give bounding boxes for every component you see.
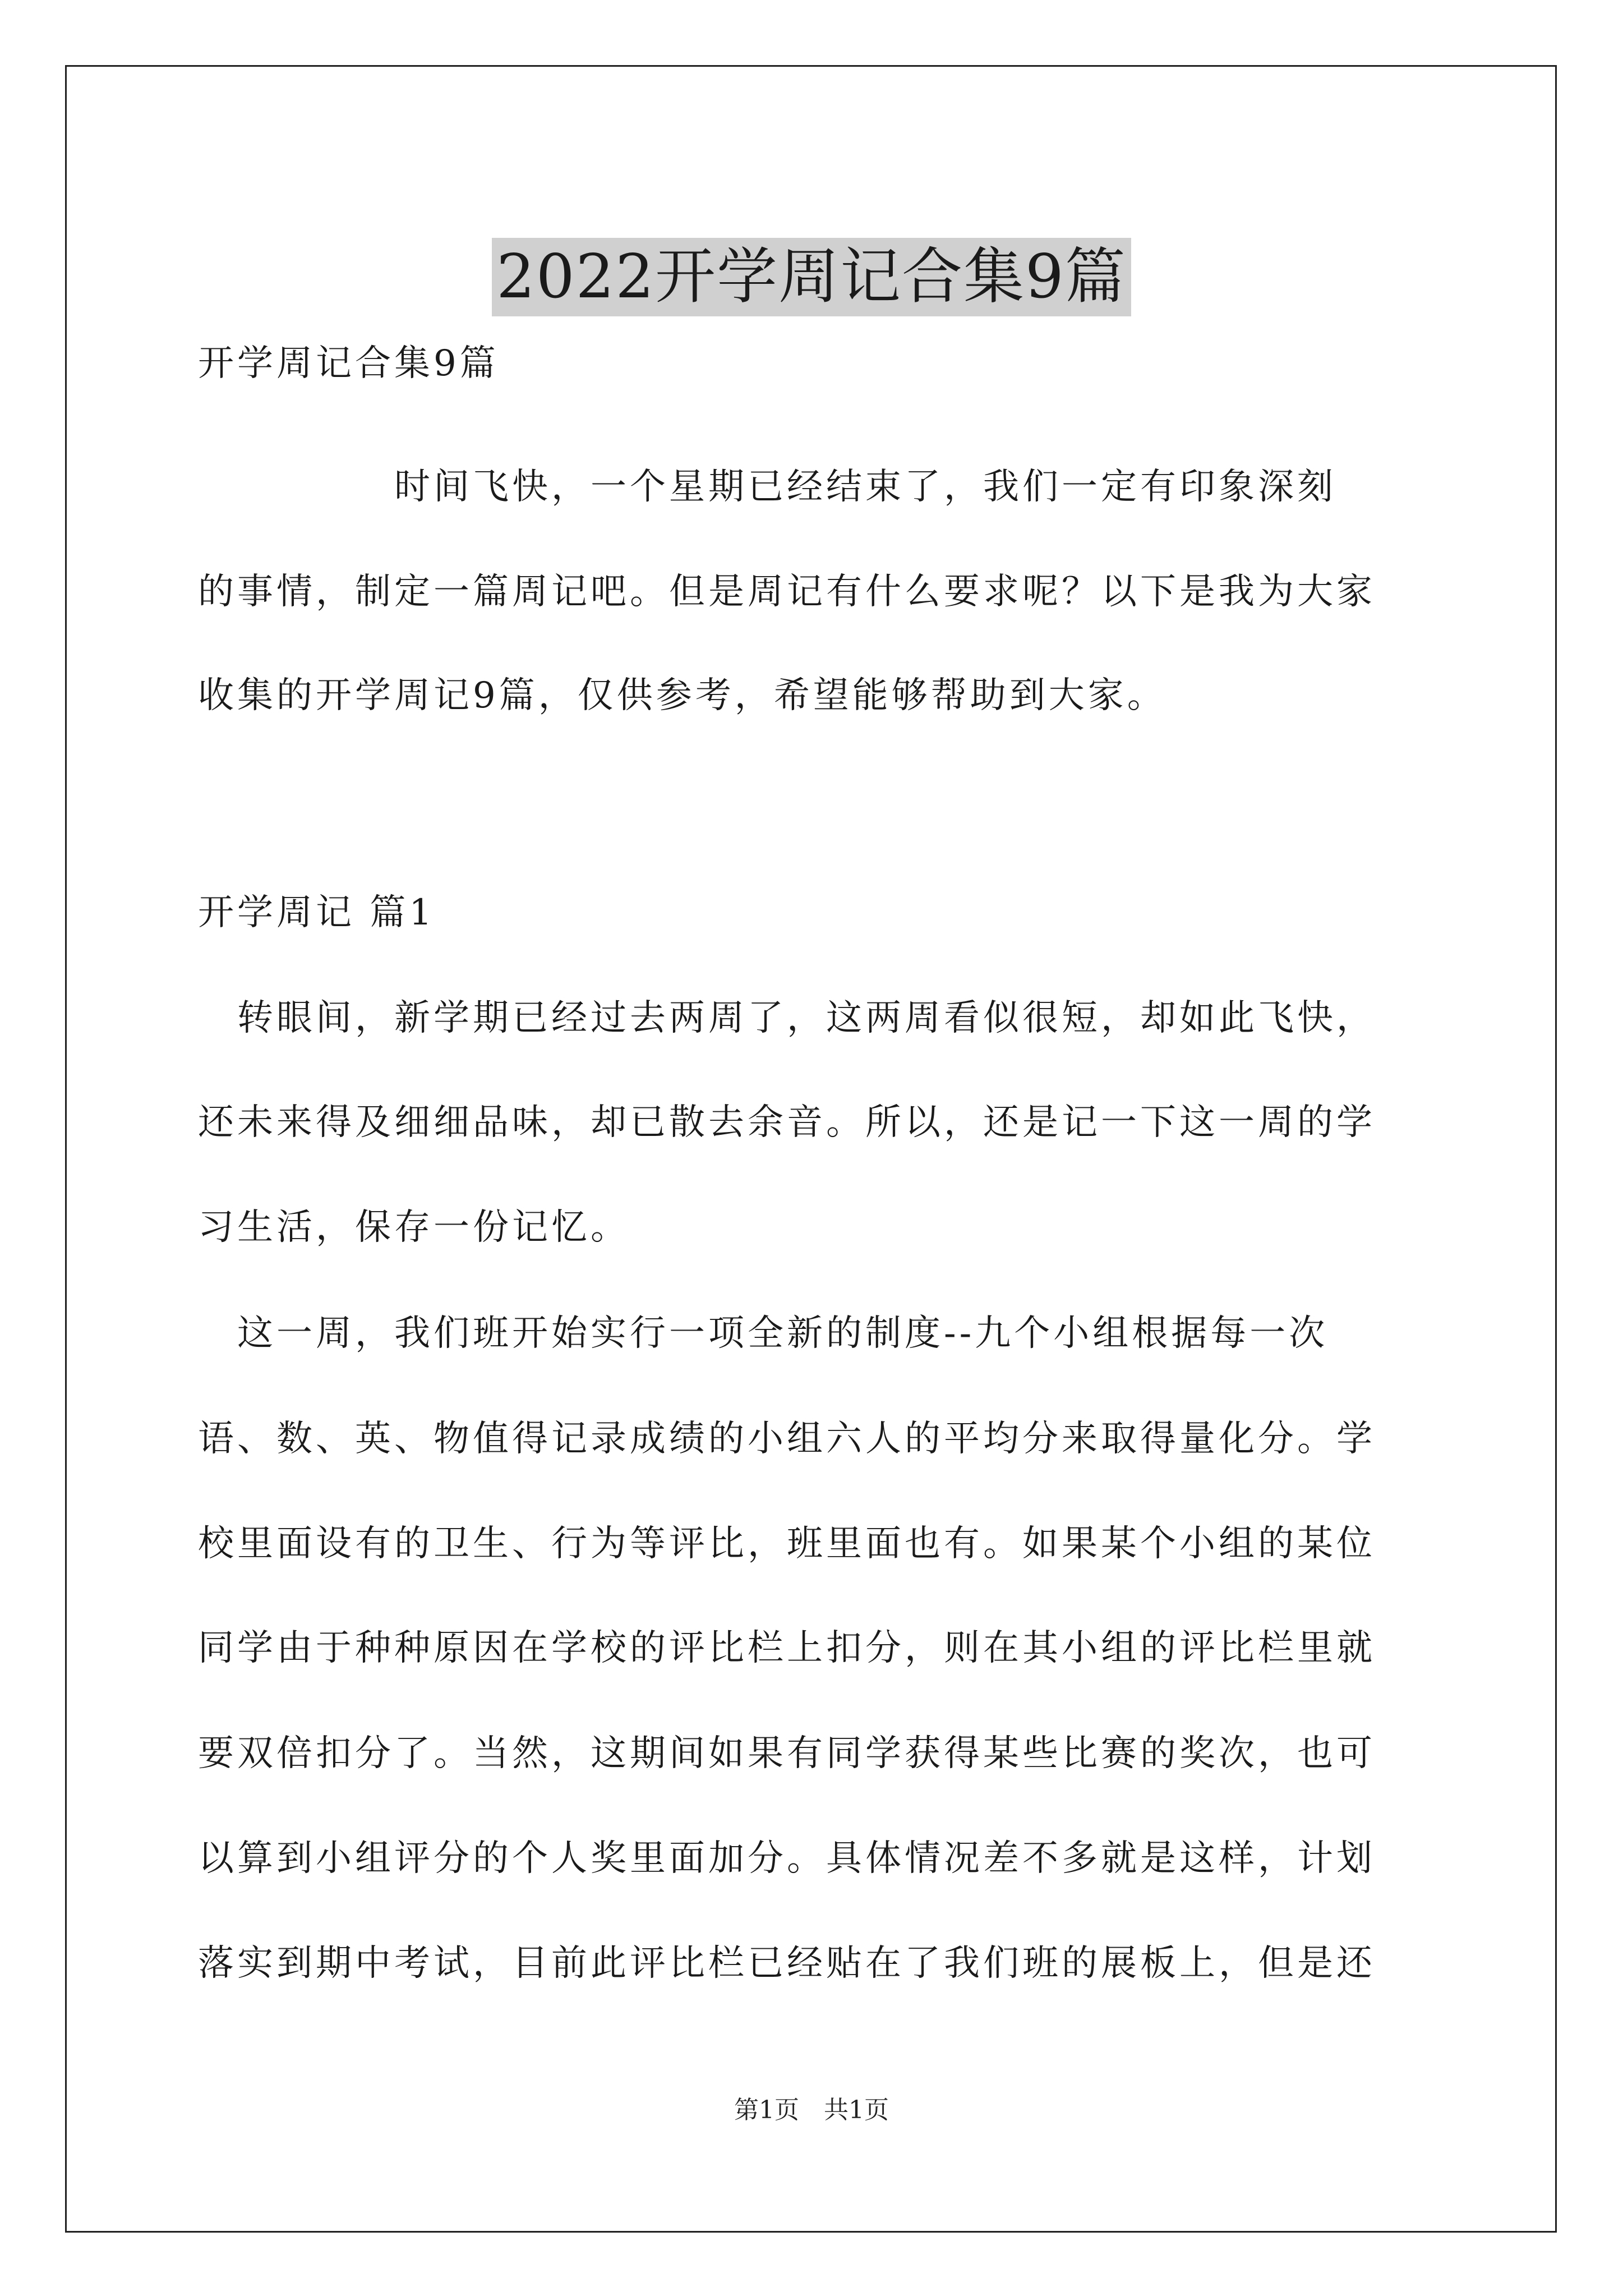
title-container bbox=[0, 197, 1623, 357]
body-line: 同学由于种种原因在学校的评比栏上扣分，则在其小组的评比栏里就 bbox=[198, 1627, 1376, 1669]
page-border bbox=[65, 65, 1557, 2233]
body-line: 要双倍扣分了。当然，这期间如果有同学获得某些比赛的奖次，也可 bbox=[198, 1733, 1376, 1774]
body-line: 落实到期中考试，目前此评比栏已经贴在了我们班的展板上，但是还 bbox=[198, 1943, 1376, 1984]
section-heading: 开学周记 篇1 bbox=[198, 892, 436, 933]
body-line: 这一周，我们班开始实行一项全新的制度--九个小组根据每一次 bbox=[198, 1313, 1329, 1354]
subtitle-line: 开学周记合集9篇 bbox=[198, 343, 499, 384]
body-line: 的事情，制定一篇周记吧。但是周记有什么要求呢？以下是我为大家 bbox=[198, 571, 1376, 613]
body-line: 语、数、英、物值得记录成绩的小组六人的平均分来取得量化分。学 bbox=[198, 1418, 1376, 1460]
body-line: 习生活，保存一份记忆。 bbox=[198, 1207, 630, 1248]
body-line: 收集的开学周记9篇，仅供参考，希望能够帮助到大家。 bbox=[198, 675, 1166, 716]
document-title: 2022开学周记合集9篇 bbox=[492, 238, 1131, 316]
body-line: 转眼间，新学期已经过去两周了，这两周看似很短，却如此飞快， bbox=[198, 997, 1376, 1039]
body-line: 还未来得及细细品味，却已散去余音。所以，还是记一下这一周的学 bbox=[198, 1102, 1376, 1143]
body-line: 以算到小组评分的个人奖里面加分。具体情况差不多就是这样，计划 bbox=[198, 1838, 1376, 1879]
page-number-footer: 第1页 共1页 bbox=[734, 2096, 889, 2124]
body-line: 时间飞快，一个星期已经结束了，我们一定有印象深刻 bbox=[198, 466, 1336, 508]
body-line: 校里面设有的卫生、行为等评比，班里面也有。如果某个小组的某位 bbox=[198, 1523, 1376, 1565]
